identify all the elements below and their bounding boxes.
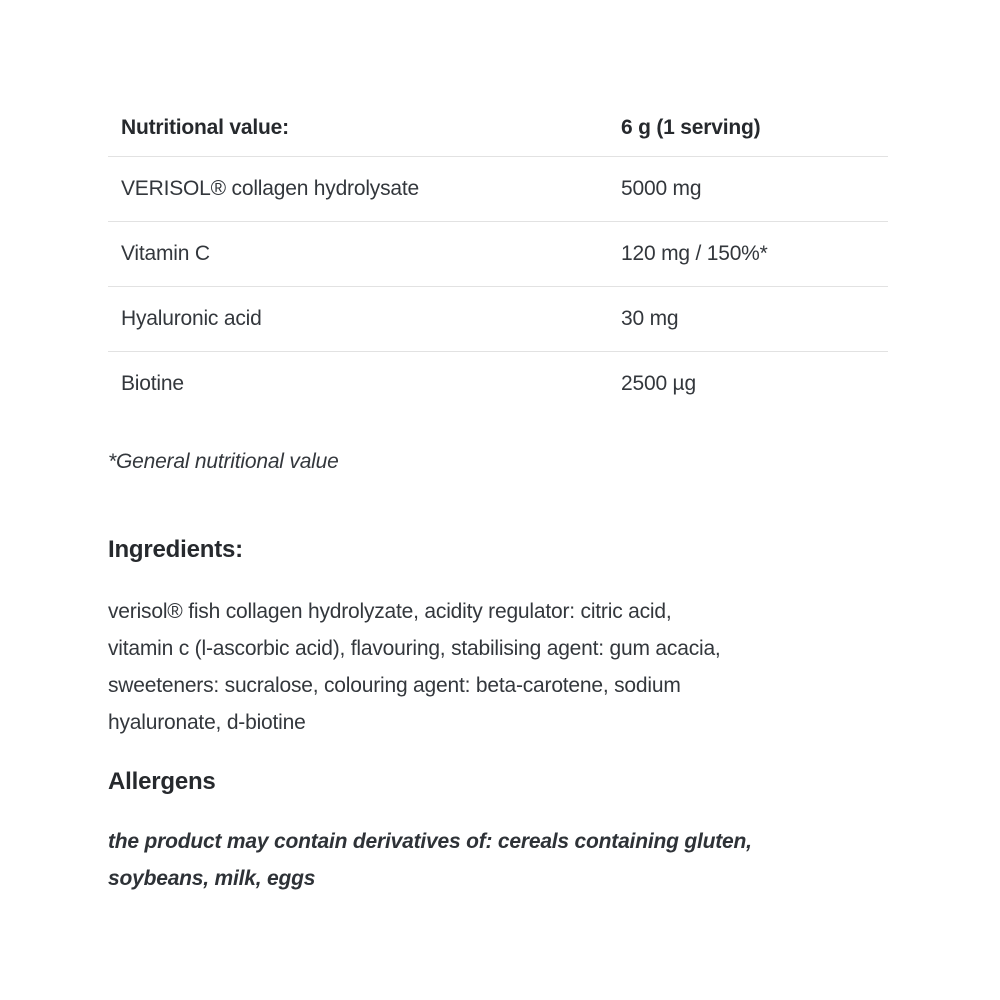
nutrition-header-label: Nutritional value: bbox=[121, 116, 289, 140]
allergens-line: the product may contain derivatives of: cereals containing gluten, bbox=[108, 830, 752, 853]
nutrient-value: 120 mg / 150%* bbox=[621, 242, 768, 266]
nutrient-value: 5000 mg bbox=[621, 177, 702, 201]
nutrition-header-serving: 6 g (1 serving) bbox=[621, 116, 761, 140]
nutrient-value: 2500 µg bbox=[621, 372, 696, 396]
allergens-text bbox=[108, 823, 888, 897]
ingredients-line: hyaluronate, d-biotine bbox=[108, 711, 306, 734]
nutrition-table bbox=[108, 100, 888, 416]
table-row bbox=[108, 157, 888, 222]
table-row bbox=[108, 352, 888, 416]
ingredients-line: verisol® fish collagen hydrolyzate, acidity regulator: citric acid, bbox=[108, 600, 672, 623]
nutrient-value: 30 mg bbox=[621, 307, 679, 331]
nutrition-table-header-row bbox=[108, 100, 888, 157]
nutrient-label: Vitamin C bbox=[121, 242, 210, 266]
nutrition-footnote: *General nutritional value bbox=[108, 450, 339, 473]
ingredients-line: vitamin c (l-ascorbic acid), flavouring, stabilising agent: gum acacia, bbox=[108, 637, 721, 660]
allergens-heading: Allergens bbox=[108, 768, 216, 795]
ingredients-heading: Ingredients: bbox=[108, 536, 243, 563]
ingredients-line: sweeteners: sucralose, colouring agent: beta-carotene, sodium bbox=[108, 674, 681, 697]
table-row bbox=[108, 222, 888, 287]
allergens-line: soybeans, milk, eggs bbox=[108, 867, 316, 890]
nutrient-label: Biotine bbox=[121, 372, 184, 396]
nutrient-label: VERISOL® collagen hydrolysate bbox=[121, 177, 419, 201]
nutrient-label: Hyaluronic acid bbox=[121, 307, 262, 331]
product-info-content bbox=[108, 100, 888, 897]
table-row bbox=[108, 287, 888, 352]
ingredients-text bbox=[108, 593, 888, 741]
